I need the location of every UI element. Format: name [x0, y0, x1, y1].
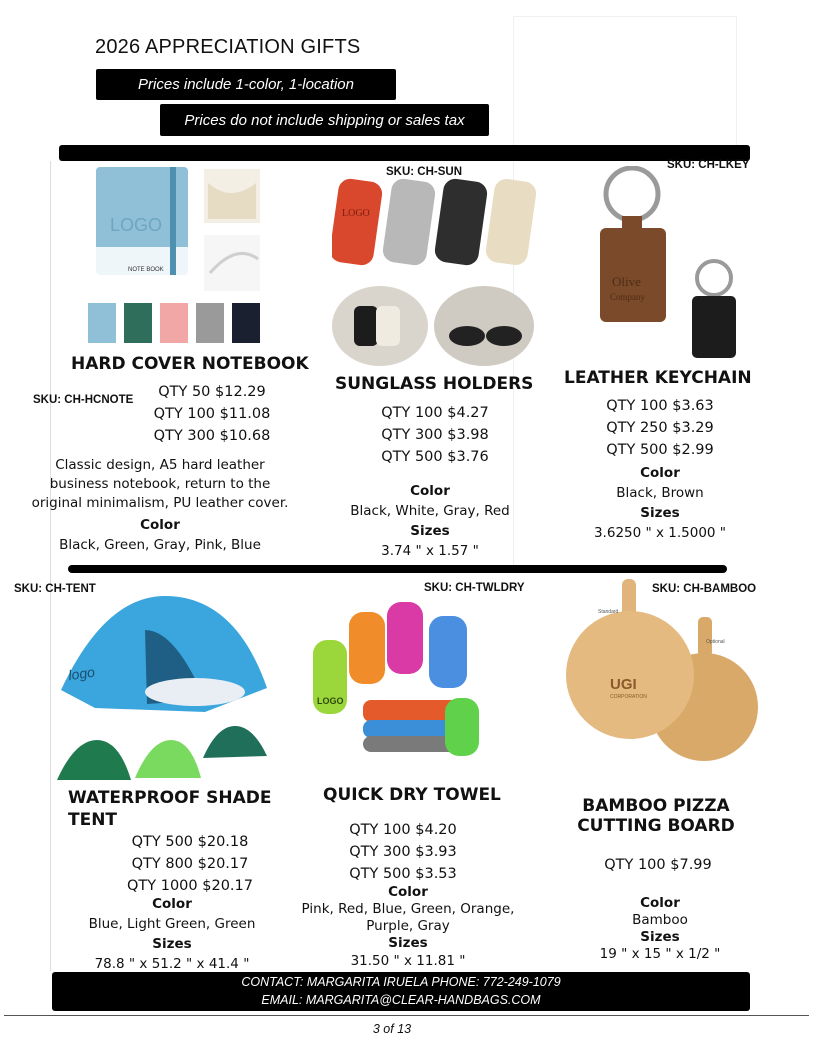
- towel-price-list: [303, 819, 503, 885]
- pricing-note-pill: [96, 69, 396, 100]
- product-name-towel: QUICK DRY TOWEL: [323, 785, 501, 805]
- description-line: original minimalism, PU leather cover.: [31, 495, 289, 511]
- keychain-sizes-label: Sizes: [640, 505, 680, 521]
- tent-color-label: Color: [152, 896, 192, 912]
- blank-panel: [513, 16, 737, 148]
- notebook-label-text: NOTE BOOK: [128, 267, 164, 273]
- bamboo-logo-subtext: CORPORATION: [610, 694, 647, 700]
- keychain-price-list: [560, 395, 760, 461]
- sku-tent: SKU: CH-TENT: [14, 583, 96, 595]
- sunglass-logo-text: LOGO: [342, 208, 370, 219]
- bamboo-logo-text: UGI: [610, 676, 637, 693]
- email-line: EMAIL: MARGARITA@CLEAR-HANDBAGS.COM: [261, 993, 541, 1007]
- sku-towel: SKU: CH-TWLDRY: [424, 582, 525, 594]
- keychain-color-label: Color: [640, 465, 680, 481]
- bamboo-optional-label: Optional: [706, 639, 725, 645]
- price-row: QTY 100 $7.99: [604, 857, 712, 873]
- sunglass-holder-image: [332, 176, 537, 371]
- notebook-image: [86, 163, 276, 353]
- left-border-line: [50, 161, 51, 971]
- price-row: QTY 500 $20.18: [131, 834, 249, 850]
- footer-rule: [4, 1015, 809, 1016]
- tent-sizes-label: Sizes: [152, 936, 192, 952]
- tent-image: [55, 590, 273, 788]
- towel-logo-text: LOGO: [317, 696, 344, 706]
- price-row: QTY 500 $3.76: [381, 449, 489, 465]
- middle-divider-bar: [68, 565, 727, 573]
- sunglass-sizes-label: Sizes: [410, 523, 450, 539]
- notebook-description: [15, 456, 305, 513]
- sku-bamboo: SKU: CH-BAMBOO: [652, 583, 757, 595]
- price-row: QTY 250 $3.29: [606, 420, 714, 436]
- page-number: 3 of 13: [372, 1022, 412, 1036]
- bamboo-colors: Bamboo: [632, 912, 688, 928]
- shipping-note-text: Prices do not include shipping or sales tax: [184, 111, 465, 129]
- towel-colors-line: Pink, Red, Blue, Green, Orange,: [301, 901, 515, 917]
- price-row: QTY 100 $3.63: [606, 398, 714, 414]
- keychain-image: [592, 166, 752, 362]
- towel-colors: [288, 901, 528, 935]
- contact-line: CONTACT: MARGARITA IRUELA PHONE: 772-249-1079: [241, 975, 561, 989]
- bamboo-standard-label: Standard: [598, 609, 619, 615]
- towel-sizes-label: Sizes: [388, 935, 428, 951]
- price-row: QTY 50 $12.29: [158, 384, 266, 400]
- tent-colors: Blue, Light Green, Green: [88, 916, 256, 932]
- bamboo-sizes-label: Sizes: [640, 929, 680, 945]
- price-row: QTY 100 $4.20: [349, 822, 457, 838]
- pricing-note-text: Prices include 1-color, 1-location: [138, 76, 354, 93]
- sunglass-colors: Black, White, Gray, Red: [350, 503, 510, 519]
- tent-logo-text: logo: [67, 663, 96, 684]
- towel-sizes: 31.50 " x 11.81 ": [350, 953, 466, 969]
- keychain-logo-subtext: Company: [610, 292, 645, 302]
- sunglass-sizes: 3.74 " x 1.57 ": [381, 543, 479, 559]
- bamboo-color-label: Color: [640, 895, 680, 911]
- product-name-keychain: LEATHER KEYCHAIN: [564, 368, 752, 388]
- product-name-notebook: HARD COVER NOTEBOOK: [71, 354, 309, 374]
- description-line: business notebook, return to the: [49, 476, 271, 492]
- towel-image: [305, 592, 495, 760]
- contact-footer-bar: [52, 972, 750, 1011]
- notebook-logo-text: LOGO: [110, 215, 163, 235]
- price-row: QTY 800 $20.17: [131, 856, 249, 872]
- notebook-colors: Black, Green, Gray, Pink, Blue: [59, 537, 261, 553]
- product-name-tent-line1: WATERPROOF SHADE: [68, 788, 272, 808]
- page-title: 2026 APPRECIATION GIFTS: [95, 36, 361, 58]
- sunglass-color-label: Color: [410, 483, 450, 499]
- sku-sunglass: SKU: CH-SUN: [386, 166, 463, 178]
- product-name-tent-line2: TENT: [68, 810, 118, 830]
- tent-price-list: [90, 831, 290, 897]
- price-row: QTY 300 $3.98: [381, 427, 489, 443]
- top-divider-bar: [59, 145, 750, 161]
- notebook-price-list: [112, 381, 312, 447]
- notebook-color-label: Color: [140, 517, 180, 533]
- product-name-bamboo-line1: BAMBOO PIZZA: [582, 796, 730, 816]
- sku-keychain: SKU: CH-LKEY: [667, 159, 750, 171]
- sku-notebook: SKU: CH-HCNOTE: [33, 394, 134, 406]
- keychain-colors: Black, Brown: [616, 485, 704, 501]
- price-row: QTY 300 $3.93: [349, 844, 457, 860]
- description-line: Classic design, A5 hard leather: [55, 457, 265, 473]
- bamboo-sizes: 19 " x 15 " x 1/2 ": [599, 946, 721, 962]
- bamboo-board-image: [562, 577, 762, 777]
- keychain-logo-text: Olive: [612, 274, 641, 289]
- price-row: QTY 100 $4.27: [381, 405, 489, 421]
- price-row: QTY 500 $3.53: [349, 866, 457, 882]
- price-row: QTY 500 $2.99: [606, 442, 714, 458]
- shipping-note-pill: [160, 104, 489, 136]
- price-row: QTY 300 $10.68: [153, 428, 271, 444]
- price-row: QTY 1000 $20.17: [127, 878, 253, 894]
- towel-color-label: Color: [388, 884, 428, 900]
- tent-sizes: 78.8 " x 51.2 " x 41.4 ": [94, 956, 250, 972]
- keychain-sizes: 3.6250 " x 1.5000 ": [593, 525, 727, 541]
- product-name-bamboo-line2: CUTTING BOARD: [577, 816, 735, 836]
- price-row: QTY 100 $11.08: [153, 406, 271, 422]
- bamboo-price-list: [558, 854, 758, 876]
- sunglass-price-list: [335, 402, 535, 468]
- towel-colors-line: Purple, Gray: [366, 918, 450, 934]
- product-name-sunglass: SUNGLASS HOLDERS: [335, 374, 534, 394]
